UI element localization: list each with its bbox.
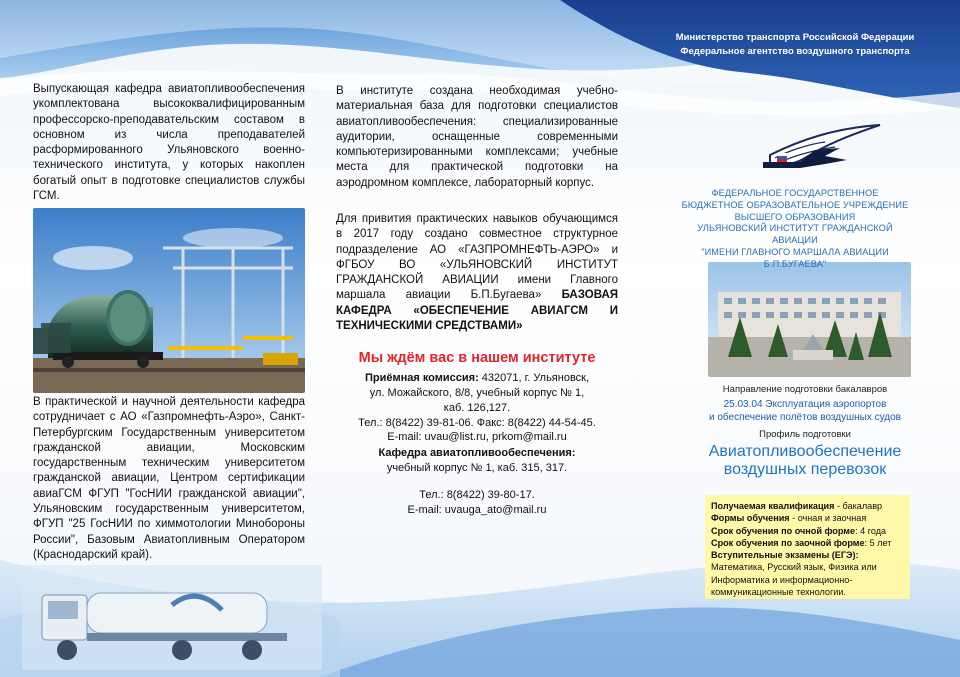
admission-contacts	[336, 371, 618, 518]
contacts-block	[336, 350, 618, 518]
department-email[interactable]: E-mail: uvauga_ato@mail.ru	[407, 503, 547, 516]
admission-phone[interactable]: Тел.: 8(8422) 39-81-06. Факс: 8(8422) 44-54-45.	[358, 416, 596, 429]
full-time-value: : 4 года	[855, 525, 887, 536]
institute-name	[680, 188, 910, 270]
entrance-exams-value: Математика, Русский язык, Физика или Информатика и информационно-коммуникационные технологии.	[711, 562, 877, 597]
middle-base-text	[336, 84, 618, 191]
intro-paragraph: Выпускающая кафедра авиатопливообеспечения укомплектована высококвалифицированным профессорско-преподавательским составом в основном из числа преподавателей расформированного Ульяновского военно-технического института, у которых накоплен богатый опыт в подготовке специалистов службы ГСМ.	[33, 83, 305, 202]
study-forms-value: - очная и заочная	[789, 513, 867, 524]
institute-line-3: ВЫСШЕГО ОБРАЗОВАНИЯ	[734, 211, 856, 222]
full-time-label: Срок обучения по очной форме	[711, 525, 856, 536]
profile-value-2: воздушных перевозок	[723, 460, 887, 478]
fuel-truck-photo	[22, 565, 322, 670]
institute-line-5: "ИМЕНИ ГЛАВНОГО МАРШАЛА АВИАЦИИ Б.П.БУГАЕВА"	[701, 246, 889, 269]
admission-address-1: 432071, г. Ульяновск,	[481, 372, 590, 384]
part-time-label: Срок обучения по заочной форме	[711, 537, 865, 548]
direction-value-2: и обеспечение полётов воздушных судов	[709, 411, 901, 423]
institute-logo	[755, 120, 890, 180]
institute-line-2: БЮДЖЕТНОЕ ОБРАЗОВАТЕЛЬНОЕ УЧРЕЖДЕНИЕ	[681, 199, 909, 210]
railway-tank-photo	[33, 208, 305, 393]
cooperation-paragraph: В практической и научной деятельности кафедра сотрудничает с АО «Газпромнефть-Аэро», Санкт-Петербургским Государственным университетом гражданской авиации, Московским государственным техническим университетом гражданской авиации, Центром сертификации авиаГСМ ФГУП "ГосНИИ гражданской авиации", Ульяновским государственным университетом, ФГУП "25 ГосНИИ по химмотологии Минобороны России", Базовым Авиатопливным Оператором (Краснодарский край).	[33, 396, 305, 561]
direction-label: Направление подготовки бакалавров	[722, 384, 888, 395]
campus-photo	[708, 262, 911, 377]
institute-line-4: УЛЬЯНОВСКИЙ ИНСТИТУТ ГРАЖДАНСКОЙ АВИАЦИИ	[697, 223, 893, 246]
gazprom-paragraph: Для привития практических навыков обучающимся в 2017 году создано совместное структурное подразделение АО «ГАЗПРОМНЕФТЬ-АЭРО» и ФГБОУ ВО «УЛЬЯНОВСКИЙ ИНСТИТУТ ГРАЖДАНСКОЙ АВИАЦИИ имени Главного маршала авиации Б.П.Бугаева»	[336, 213, 618, 302]
qualification-label: Получаемая квалификация	[711, 501, 835, 511]
direction-value-1: 25.03.04 Эксплуатация аэропортов	[723, 399, 887, 410]
base-paragraph: В институте создана необходимая учебно-материальная база для подготовки специалистов авиатопливообеспечения: специализированные аудитории, оснащенные современными компьютеризированными комплексами; учебные места для практической подготовки на аэродромном комплексе, лабораторный корпус.	[336, 85, 618, 189]
department-address: учебный корпус № 1, каб. 315, 317.	[386, 462, 568, 475]
left-intro-text	[33, 82, 305, 204]
part-time-value: : 5 лет	[864, 537, 892, 548]
admission-label: Приёмная комиссия:	[364, 372, 479, 384]
profile-label: Профиль подготовки	[759, 429, 851, 440]
direction-block	[690, 384, 920, 478]
institute-line-1: ФЕДЕРАЛЬНОЕ ГОСУДАРСТВЕННОЕ	[711, 188, 879, 198]
admission-email[interactable]: E-mail: uvau@list.ru, prkom@mail.ru	[387, 431, 567, 444]
entrance-exams-label: Вступительные экзамены (ЕГЭ):	[711, 550, 859, 561]
department-label: Кафедра авиатопливообеспечения:	[378, 447, 576, 460]
profile-value-1: Авиатопливообеспечение	[708, 443, 902, 460]
ministry-line-1: Министерство транспорта Российской Федерации	[675, 32, 915, 43]
middle-gazprom-text	[336, 212, 618, 334]
department-phone[interactable]: Тел.: 8(8422) 39-80-17.	[419, 488, 535, 501]
ministry-line-2: Федеральное агентство воздушного транспорта	[680, 46, 910, 58]
admission-address-2: ул. Можайского, 8/8, учебный корпус № 1,	[369, 386, 585, 399]
left-cooperation-text	[33, 395, 305, 563]
admission-address-3: каб. 126,127.	[443, 401, 511, 414]
invite-heading: Мы ждём вас в нашем институте	[358, 350, 596, 366]
base-department-name: БАЗОВАЯ КАФЕДРА «ОБЕСПЕЧЕНИЕ АВИАГСМ И ТЕХНИЧЕСКИМИ СРЕДСТВАМИ»	[336, 289, 619, 332]
qualification-box	[705, 495, 910, 599]
ministry-header	[660, 31, 930, 60]
qualification-value: - бакалавр	[834, 501, 883, 511]
study-forms-label: Формы обучения	[711, 513, 790, 524]
